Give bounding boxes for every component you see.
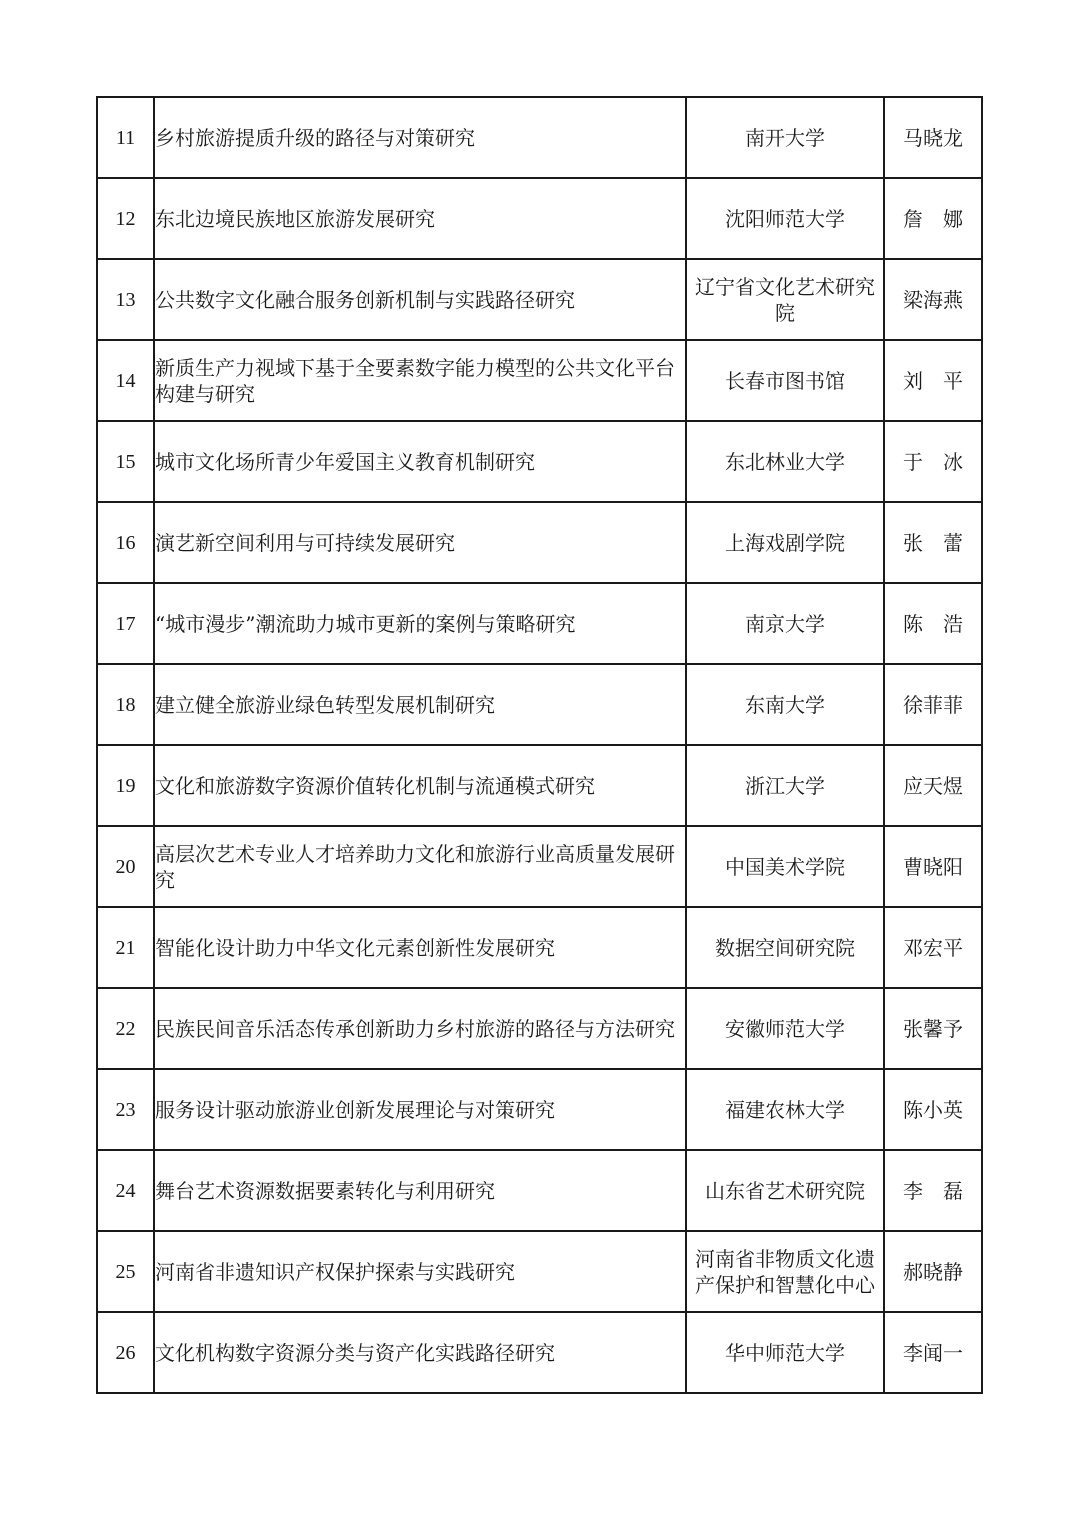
- project-title: “城市漫步”潮流助力城市更新的案例与策略研究: [154, 583, 686, 664]
- institution: 上海戏剧学院: [686, 502, 884, 583]
- table-row: [97, 97, 982, 178]
- institution: 沈阳师范大学: [686, 178, 884, 259]
- row-number: 26: [97, 1312, 154, 1393]
- institution: 安徽师范大学: [686, 988, 884, 1069]
- institution: 中国美术学院: [686, 826, 884, 907]
- table-row: [97, 1231, 982, 1312]
- table-row: [97, 745, 982, 826]
- project-title: 智能化设计助力中华文化元素创新性发展研究: [154, 907, 686, 988]
- institution: 辽宁省文化艺术研究院: [686, 259, 884, 340]
- project-title: 东北边境民族地区旅游发展研究: [154, 178, 686, 259]
- table-row: [97, 421, 982, 502]
- person-in-charge: 徐菲菲: [884, 664, 982, 745]
- person-in-charge: 应天煜: [884, 745, 982, 826]
- person-in-charge: 于 冰: [884, 421, 982, 502]
- table-row: [97, 1150, 982, 1231]
- person-in-charge: 陈小英: [884, 1069, 982, 1150]
- person-in-charge: 陈 浩: [884, 583, 982, 664]
- row-number: 16: [97, 502, 154, 583]
- person-in-charge: 马晓龙: [884, 97, 982, 178]
- institution: 山东省艺术研究院: [686, 1150, 884, 1231]
- person-in-charge: 邓宏平: [884, 907, 982, 988]
- row-number: 13: [97, 259, 154, 340]
- institution: 南京大学: [686, 583, 884, 664]
- row-number: 12: [97, 178, 154, 259]
- table-row: [97, 340, 982, 421]
- table-row: [97, 178, 982, 259]
- table-row: [97, 1312, 982, 1393]
- project-title: 演艺新空间利用与可持续发展研究: [154, 502, 686, 583]
- table-row: [97, 988, 982, 1069]
- institution: 长春市图书馆: [686, 340, 884, 421]
- institution: 东北林业大学: [686, 421, 884, 502]
- table-row: [97, 502, 982, 583]
- institution: 华中师范大学: [686, 1312, 884, 1393]
- person-in-charge: 张馨予: [884, 988, 982, 1069]
- table-row: [97, 583, 982, 664]
- row-number: 17: [97, 583, 154, 664]
- row-number: 15: [97, 421, 154, 502]
- project-title: 服务设计驱动旅游业创新发展理论与对策研究: [154, 1069, 686, 1150]
- institution: 福建农林大学: [686, 1069, 884, 1150]
- row-number: 20: [97, 826, 154, 907]
- row-number: 11: [97, 97, 154, 178]
- project-title: 乡村旅游提质升级的路径与对策研究: [154, 97, 686, 178]
- row-number: 25: [97, 1231, 154, 1312]
- institution: 浙江大学: [686, 745, 884, 826]
- table-row: [97, 259, 982, 340]
- institution: 东南大学: [686, 664, 884, 745]
- person-in-charge: 詹 娜: [884, 178, 982, 259]
- institution: 南开大学: [686, 97, 884, 178]
- project-title: 文化机构数字资源分类与资产化实践路径研究: [154, 1312, 686, 1393]
- row-number: 14: [97, 340, 154, 421]
- project-table: [96, 96, 983, 1394]
- row-number: 18: [97, 664, 154, 745]
- row-number: 21: [97, 907, 154, 988]
- project-title: 舞台艺术资源数据要素转化与利用研究: [154, 1150, 686, 1231]
- row-number: 23: [97, 1069, 154, 1150]
- person-in-charge: 郝晓静: [884, 1231, 982, 1312]
- project-title: 建立健全旅游业绿色转型发展机制研究: [154, 664, 686, 745]
- institution: 数据空间研究院: [686, 907, 884, 988]
- person-in-charge: 李闻一: [884, 1312, 982, 1393]
- person-in-charge: 刘 平: [884, 340, 982, 421]
- institution: 河南省非物质文化遗产保护和智慧化中心: [686, 1231, 884, 1312]
- table-body: [97, 97, 982, 1393]
- row-number: 22: [97, 988, 154, 1069]
- table-row: [97, 1069, 982, 1150]
- table-row: [97, 664, 982, 745]
- row-number: 24: [97, 1150, 154, 1231]
- project-title: 新质生产力视域下基于全要素数字能力模型的公共文化平台构建与研究: [154, 340, 686, 421]
- table-row: [97, 907, 982, 988]
- project-title: 文化和旅游数字资源价值转化机制与流通模式研究: [154, 745, 686, 826]
- person-in-charge: 李 磊: [884, 1150, 982, 1231]
- project-title: 高层次艺术专业人才培养助力文化和旅游行业高质量发展研究: [154, 826, 686, 907]
- person-in-charge: 张 蕾: [884, 502, 982, 583]
- person-in-charge: 梁海燕: [884, 259, 982, 340]
- project-title: 民族民间音乐活态传承创新助力乡村旅游的路径与方法研究: [154, 988, 686, 1069]
- person-in-charge: 曹晓阳: [884, 826, 982, 907]
- row-number: 19: [97, 745, 154, 826]
- project-title: 河南省非遗知识产权保护探索与实践研究: [154, 1231, 686, 1312]
- project-title: 城市文化场所青少年爱国主义教育机制研究: [154, 421, 686, 502]
- project-title: 公共数字文化融合服务创新机制与实践路径研究: [154, 259, 686, 340]
- table-row: [97, 826, 982, 907]
